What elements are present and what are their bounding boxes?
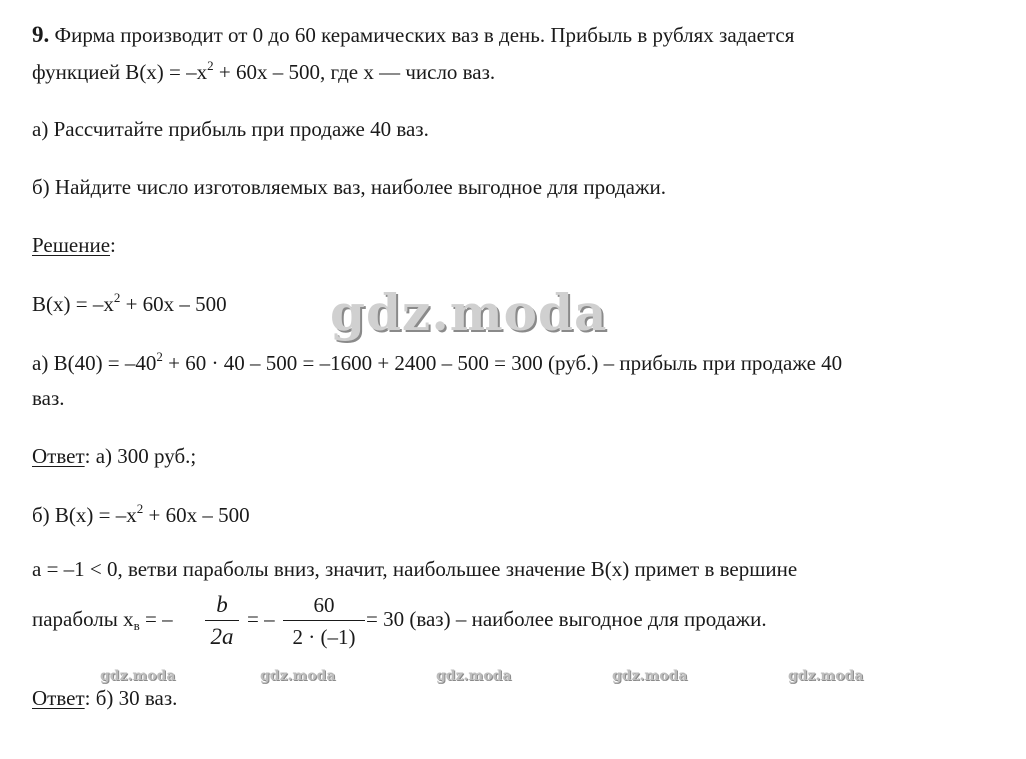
solution-heading-colon: : xyxy=(110,233,116,257)
fraction-bar xyxy=(205,620,239,621)
vertex-text: параболы х xyxy=(32,607,134,631)
vertex-eq-1: = – xyxy=(139,607,173,631)
formula-a: В(х) = –х xyxy=(32,292,114,316)
vertex-result: = 30 (ваз) – наиболее выгодное для продажи. xyxy=(366,607,767,631)
fraction-b-over-2a xyxy=(205,592,239,650)
problem-statement-2b: + 60х – 500, где х — число ваз. xyxy=(213,60,496,84)
exponent: 2 xyxy=(207,58,214,73)
watermark-small: gdz.moda xyxy=(436,668,512,684)
formula-b: + 60х – 500 xyxy=(120,292,227,316)
problem-statement-1: Фирма производит от 0 до 60 керамических ваз в день. Прибыль в рублях задается xyxy=(54,23,795,47)
answer-a-text: : а) 300 руб.; xyxy=(84,444,197,468)
b-reasoning: а = –1 < 0, ветви параболы вниз, значит, наибольшее значение В(х) примет в вершине xyxy=(32,557,798,581)
calc-a-line-2: ваз. xyxy=(32,386,65,410)
vertex-subscript: в xyxy=(133,618,140,633)
part-b-question: б) Найдите число изготовляемых ваз, наиболее выгодное для продажи. xyxy=(32,175,666,199)
answer-label: Ответ xyxy=(32,444,85,468)
answer-b xyxy=(32,685,177,711)
watermark-logo: gdz.moda xyxy=(330,283,608,342)
fraction-denominator: 2 · (–1) xyxy=(292,625,356,649)
fraction-bar xyxy=(283,620,365,621)
problem-line-1 xyxy=(32,22,794,48)
b-formula-line xyxy=(32,502,250,528)
formula-line xyxy=(32,291,227,317)
answer-a xyxy=(32,443,196,469)
exponent: 2 xyxy=(156,349,163,364)
exponent: 2 xyxy=(113,290,121,305)
solution-heading-text: Решение xyxy=(32,233,111,257)
b-vertex-label xyxy=(32,606,173,632)
fraction-numerator: 60 xyxy=(313,593,335,617)
fraction-denominator: 2a xyxy=(210,624,234,649)
problem-number: 9. xyxy=(32,22,50,47)
b-formula-a: б) В(х) = –х xyxy=(32,503,137,527)
watermark-small: gdz.moda xyxy=(788,668,864,684)
fraction-numerator: b xyxy=(216,592,228,617)
part-a-question: а) Рассчитайте прибыль при продаже 40 ваз. xyxy=(32,117,429,141)
watermark-small: gdz.moda xyxy=(612,668,688,684)
watermark-small: gdz.moda xyxy=(260,668,336,684)
exponent: 2 xyxy=(136,501,144,516)
watermark-small: gdz.moda xyxy=(100,668,176,684)
fraction-60-over-2x-1 xyxy=(283,592,365,650)
solution-heading xyxy=(32,232,116,258)
calc-a-2: + 60 · 40 – 500 = –1600 + 2400 – 500 = 300 (руб.) – прибыль при продаже 40 xyxy=(162,351,843,375)
calc-a-1: а) В(40) = –40 xyxy=(32,351,157,375)
answer-label: Ответ xyxy=(32,686,85,710)
vertex-eq-2: = – xyxy=(247,607,275,631)
calc-a-line-1 xyxy=(32,350,842,376)
b-formula-b: + 60х – 500 xyxy=(143,503,250,527)
problem-line-2 xyxy=(32,59,495,85)
answer-b-text: : б) 30 ваз. xyxy=(84,686,178,710)
problem-statement-2a: функцией В(х) = –х xyxy=(32,60,208,84)
